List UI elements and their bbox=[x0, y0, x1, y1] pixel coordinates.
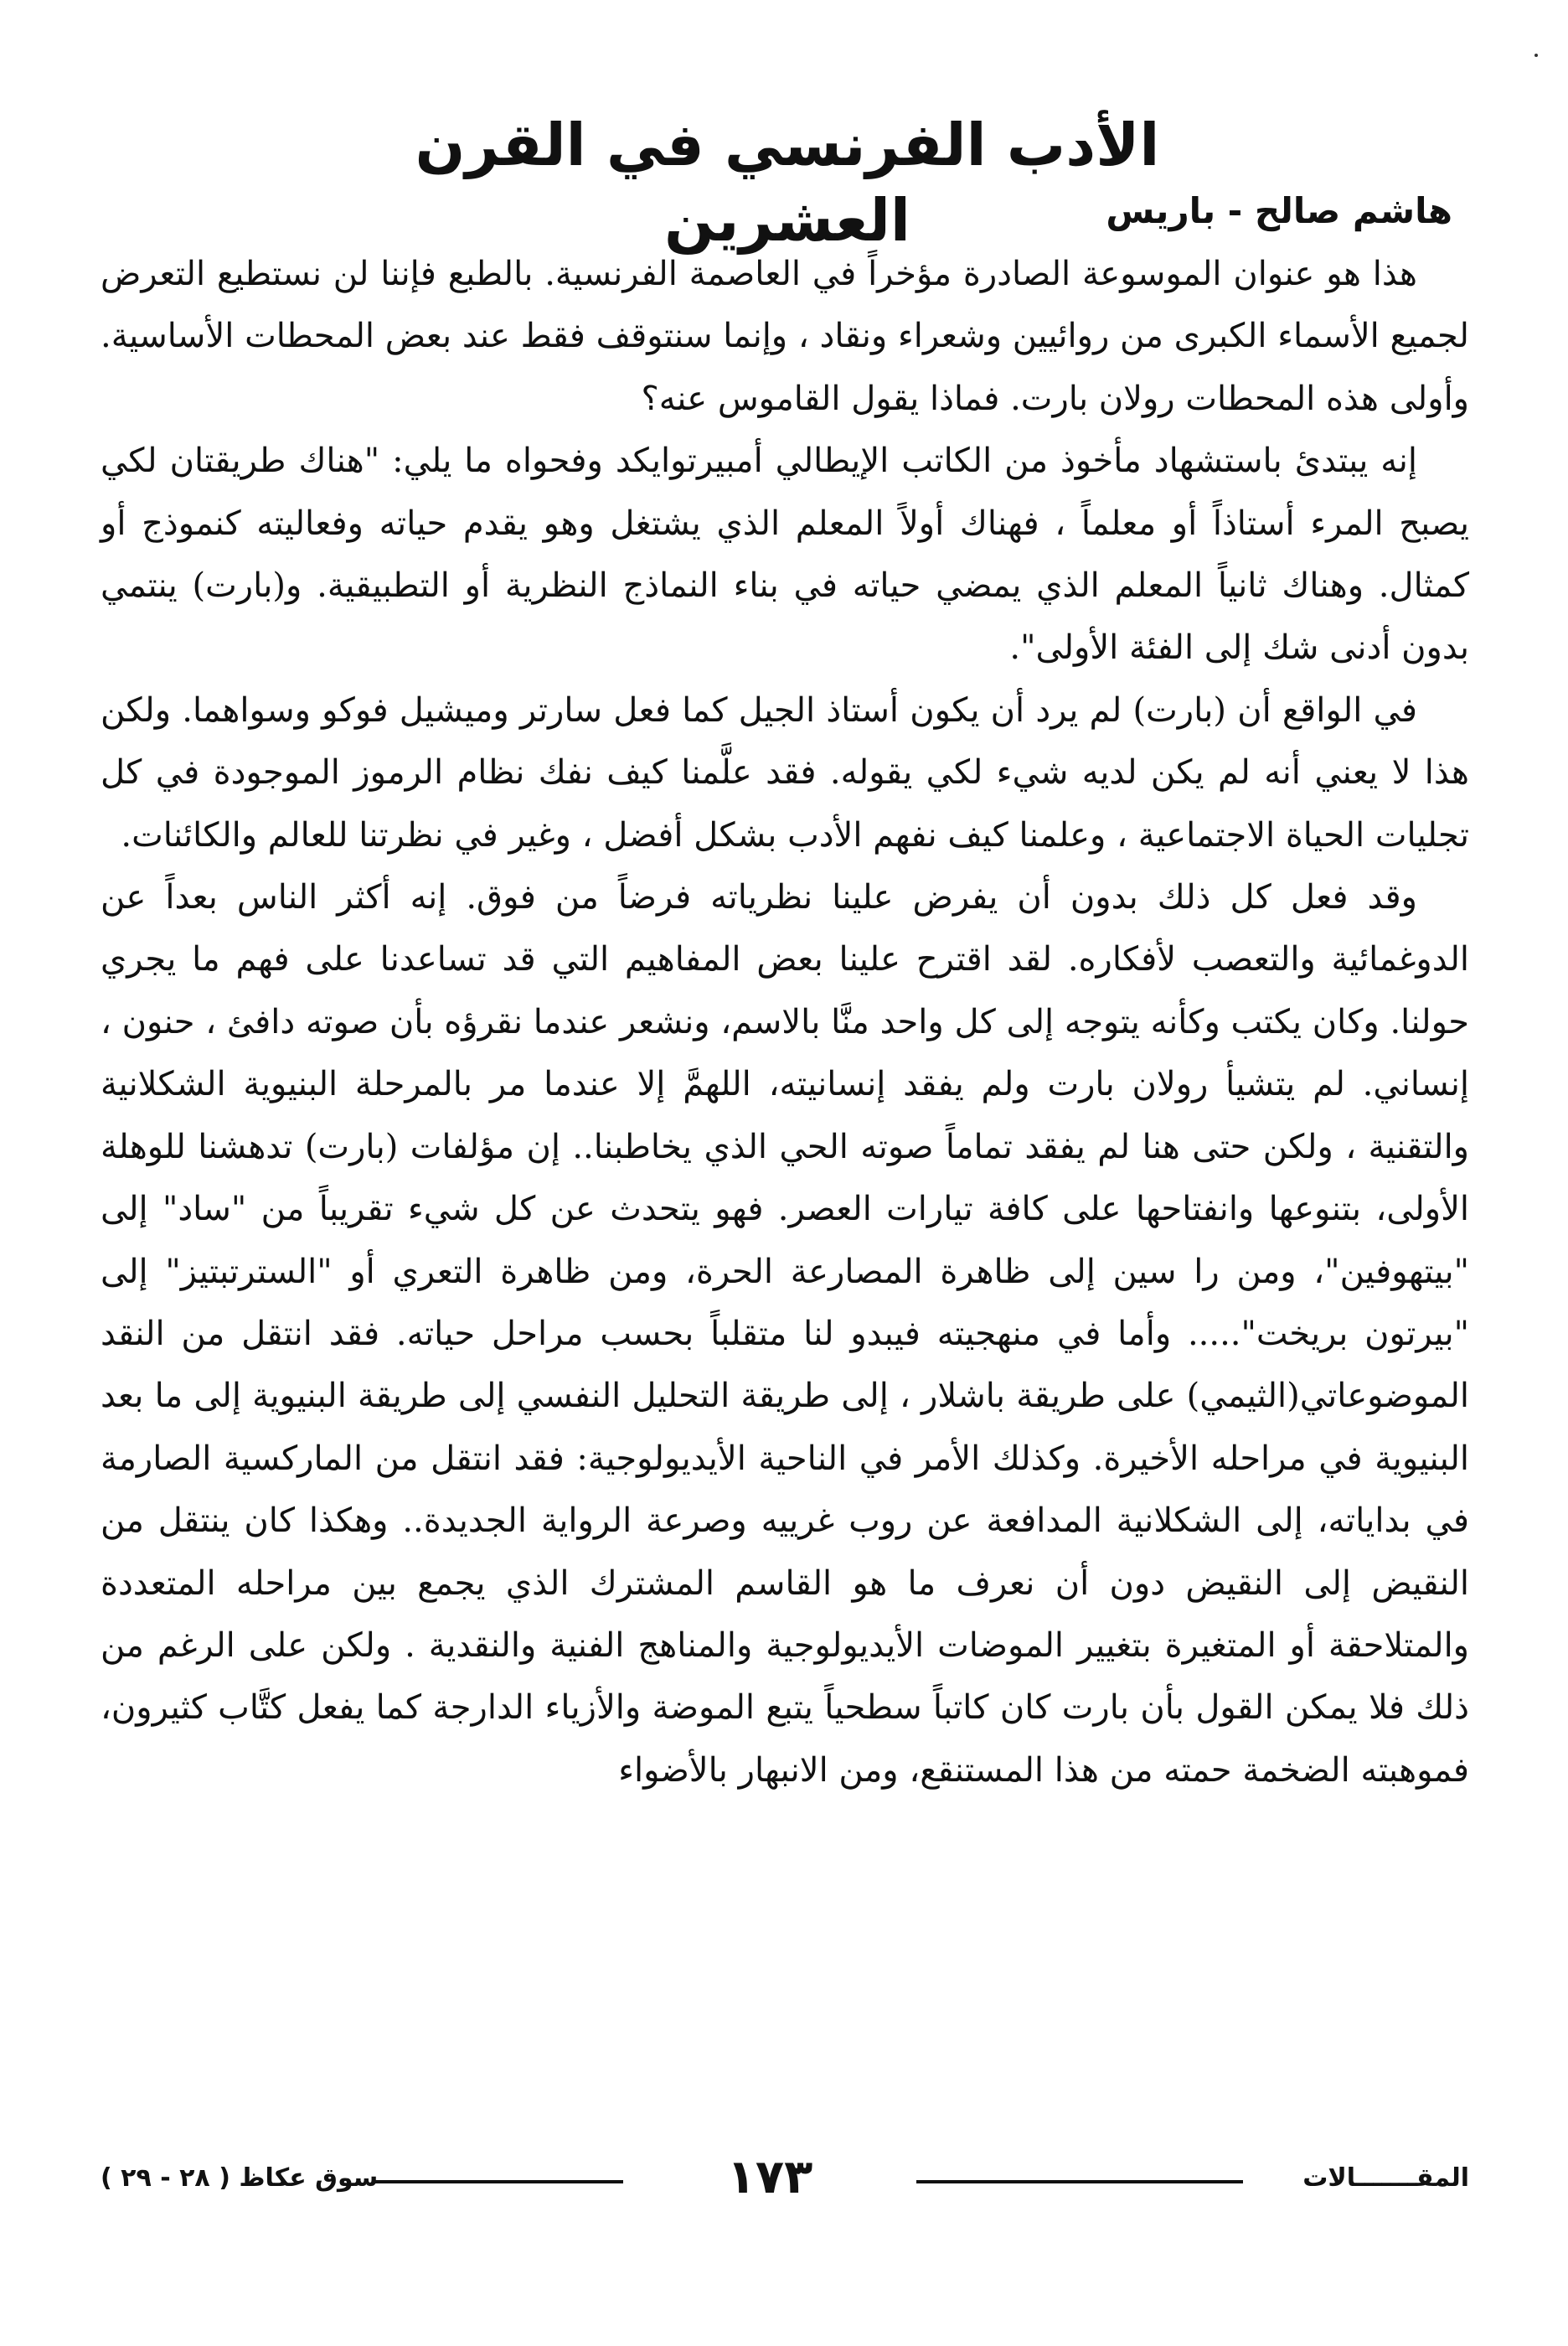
scan-speck bbox=[1534, 54, 1538, 57]
page-footer bbox=[101, 2150, 1469, 2210]
paragraph: إنه يبتدئ باستشهاد مأخوذ من الكاتب الإيطالي أمبيرتوايكد وفحواه ما يلي: "هناك طريقتان لكي يصبح المرء أستاذاً أو معلماً ، فهناك أولاً المعلم الذي يشتغل وهو يقدم حياته وفعاليته كنموذج أو كمثال. وهناك ثانياً المعلم الذي يمضي حياته في بناء النماذج النظرية أو التطبيقية. و(بارت) ينتمي بدون أدنى شك إلى الفئة الأولى". bbox=[101, 442, 1469, 668]
paragraph: هذا هو عنوان الموسوعة الصادرة مؤخراً في العاصمة الفرنسية. بالطبع فإننا لن نستطيع التعرض لجميع الأسماء الكبرى من روائيين وشعراء ونقاد ، وإنما سنتوقف فقط عند بعض المحطات الأساسية. وأولى هذه المحطات رولان بارت. فماذا يقول القاموس عنه؟ bbox=[101, 255, 1469, 418]
author-byline: هاشم صالح - باريس bbox=[1106, 190, 1452, 231]
footer-section-label: المقـــــــالات bbox=[1302, 2163, 1469, 2193]
page-number: ١٧٣ bbox=[726, 2150, 813, 2204]
article-body bbox=[101, 243, 1469, 1801]
paragraph: وقد فعل كل ذلك بدون أن يفرض علينا نظرياته فرضاً من فوق. إنه أكثر الناس بعداً عن الدوغمائية والتعصب لأفكاره. لقد اقترح علينا بعض المفاهيم التي قد تساعدنا على فهم ما يجري حولنا. وكان يكتب وكأنه يتوجه إلى كل واحد منَّا بالاسم، ونشعر عندما نقرؤه بأن صوته دافئ ، حنون ، إنساني. لم يتشيأ رولان بارت ولم يفقد إنسانيته، اللهمَّ إلا عندما مر بالمرحلة البنيوية الشكلانية والتقنية ، ولكن حتى هنا لم يفقد تماماً صوته الحي الذي يخاطبنا.. إن مؤلفات (بارت) تدهشنا للوهلة الأولى، بتنوعها وانفتاحها على كافة تيارات العصر. فهو يتحدث عن كل شيء تقريباً من "ساد" إلى "بيتهوفين"، ومن را سين إلى ظاهرة المصارعة الحرة، ومن ظاهرة التعري أو "السترتبتيز" إلى "بيرتون بريخت"..... وأما في منهجيته فيبدو لنا متقلباً بحسب مراحل حياته. فقد انتقل من النقد الموضوعاتي(الثيمي) على طريقة باشلار ، إلى طريقة التحليل النفسي إلى طريقة البنيوية إلى ما بعد البنيوية في مراحله الأخيرة. وكذلك الأمر في الناحية الأيديولوجية: فقد انتقل من الماركسية الصارمة في بداياته، إلى الشكلانية المدافعة عن روب غرييه وصرعة الرواية الجديدة.. وهكذا كان ينتقل من النقيض إلى النقيض دون أن نعرف ما هو القاسم المشترك الذي يجمع بين مراحله المتعددة والمتلاحقة أو المتغيرة بتغيير الموضات الأيديولوجية والمناهج الفنية والنقدية . ولكن على الرغم من ذلك فلا يمكن القول بأن بارت كان كاتباً سطحياً يتبع الموضة والأزياء الدارجة كما يفعل كتَّاب كثيرون، فموهبته الضخمة حمته من هذا المستنقع، ومن الانبهار بالأضواء bbox=[101, 878, 1469, 1790]
footer-divider bbox=[372, 2180, 623, 2183]
footer-divider bbox=[916, 2180, 1243, 2183]
paragraph: في الواقع أن (بارت) لم يرد أن يكون أستاذ الجيل كما فعل سارتر وميشيل فوكو وسواهما. ولكن هذا لا يعني أنه لم يكن لديه شيء لكي يقوله. فقد علَّمنا كيف نفك نظام الرموز الموجودة في كل تجليات الحياة الاجتماعية ، وعلمنا كيف نفهم الأدب بشكل أفضل ، وغير في نظرتنا للعالم والكائنات. bbox=[101, 690, 1469, 855]
article-title: الأدب الفرنسي في القرن العشرين bbox=[415, 111, 1160, 255]
journal-issue: سوق عكاظ ( ٢٨ - ٢٩ ) bbox=[101, 2163, 379, 2193]
